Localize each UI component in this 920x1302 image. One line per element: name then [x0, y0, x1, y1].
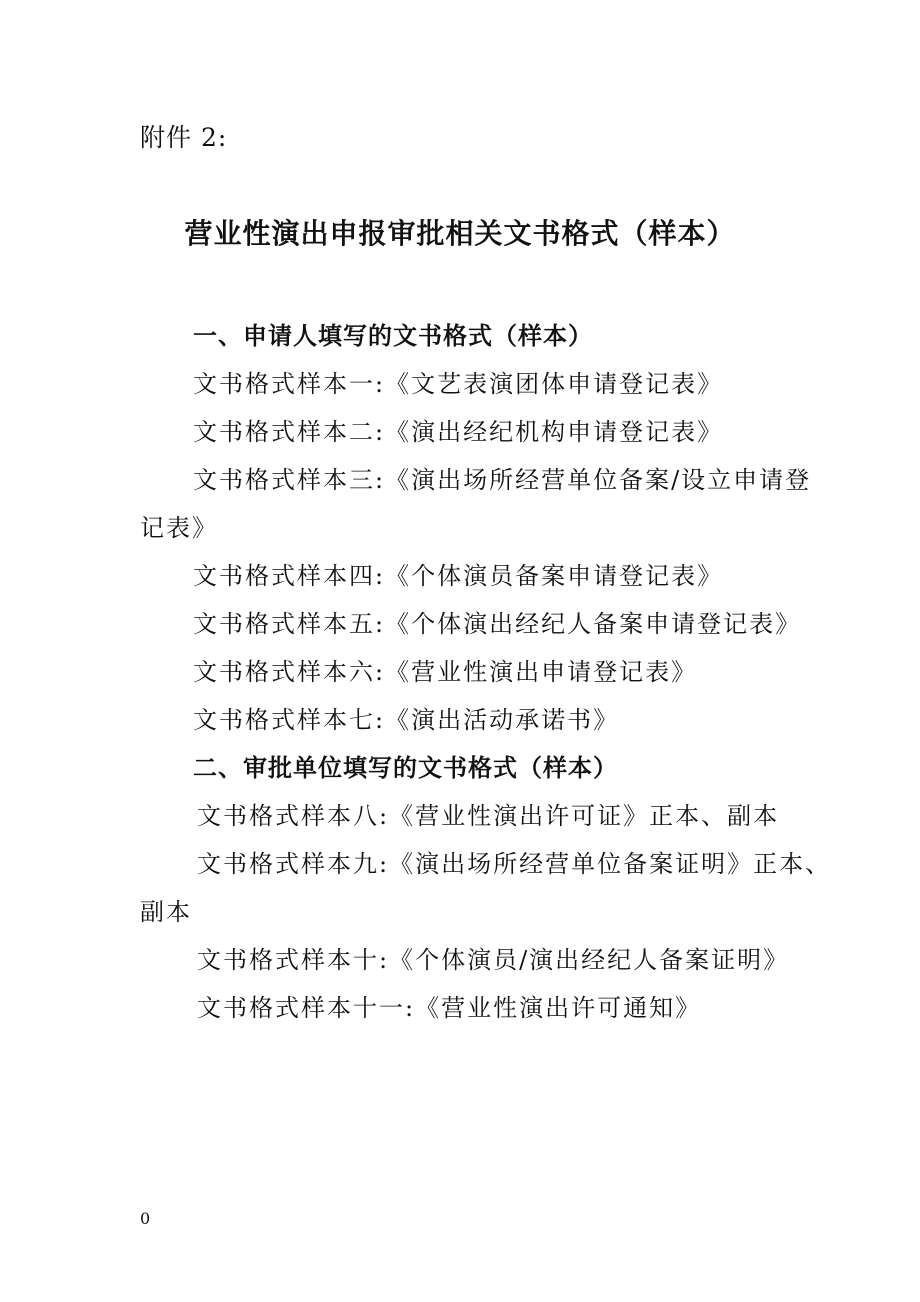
- list-item-sample-9-continued: 副本: [140, 898, 192, 926]
- attachment-label: 附件 2:: [140, 123, 228, 152]
- list-item-sample-7: 文书格式样本七:《演出活动承诺书》: [193, 706, 620, 734]
- list-item-sample-8: 文书格式样本八:《营业性演出许可证》正本、副本: [197, 802, 780, 830]
- list-item-sample-3: 文书格式样本三:《演出场所经营单位备案/设立申请登: [193, 466, 812, 494]
- page-number: 0: [140, 1209, 151, 1228]
- section-2-heading: 二、审批单位填写的文书格式（样本）: [193, 754, 618, 782]
- list-item-sample-4: 文书格式样本四:《个体演员备案申请登记表》: [193, 562, 724, 590]
- list-item-sample-5: 文书格式样本五:《个体演出经纪人备案申请登记表》: [193, 610, 802, 638]
- section-1-heading: 一、申请人填写的文书格式（样本）: [193, 322, 593, 350]
- list-item-sample-10: 文书格式样本十:《个体演员/演出经纪人备案证明》: [197, 946, 790, 974]
- list-item-sample-6: 文书格式样本六:《营业性演出申请登记表》: [193, 658, 698, 686]
- document-title: 营业性演出申报审批相关文书格式（样本）: [184, 217, 736, 250]
- list-item-sample-1: 文书格式样本一:《文艺表演团体申请登记表》: [193, 370, 724, 398]
- list-item-sample-11: 文书格式样本十一:《营业性演出许可通知》: [197, 994, 702, 1022]
- list-item-sample-9: 文书格式样本九:《演出场所经营单位备案证明》正本、: [197, 850, 832, 878]
- list-item-sample-2: 文书格式样本二:《演出经纪机构申请登记表》: [193, 418, 724, 446]
- list-item-sample-3-continued: 记表》: [140, 514, 218, 542]
